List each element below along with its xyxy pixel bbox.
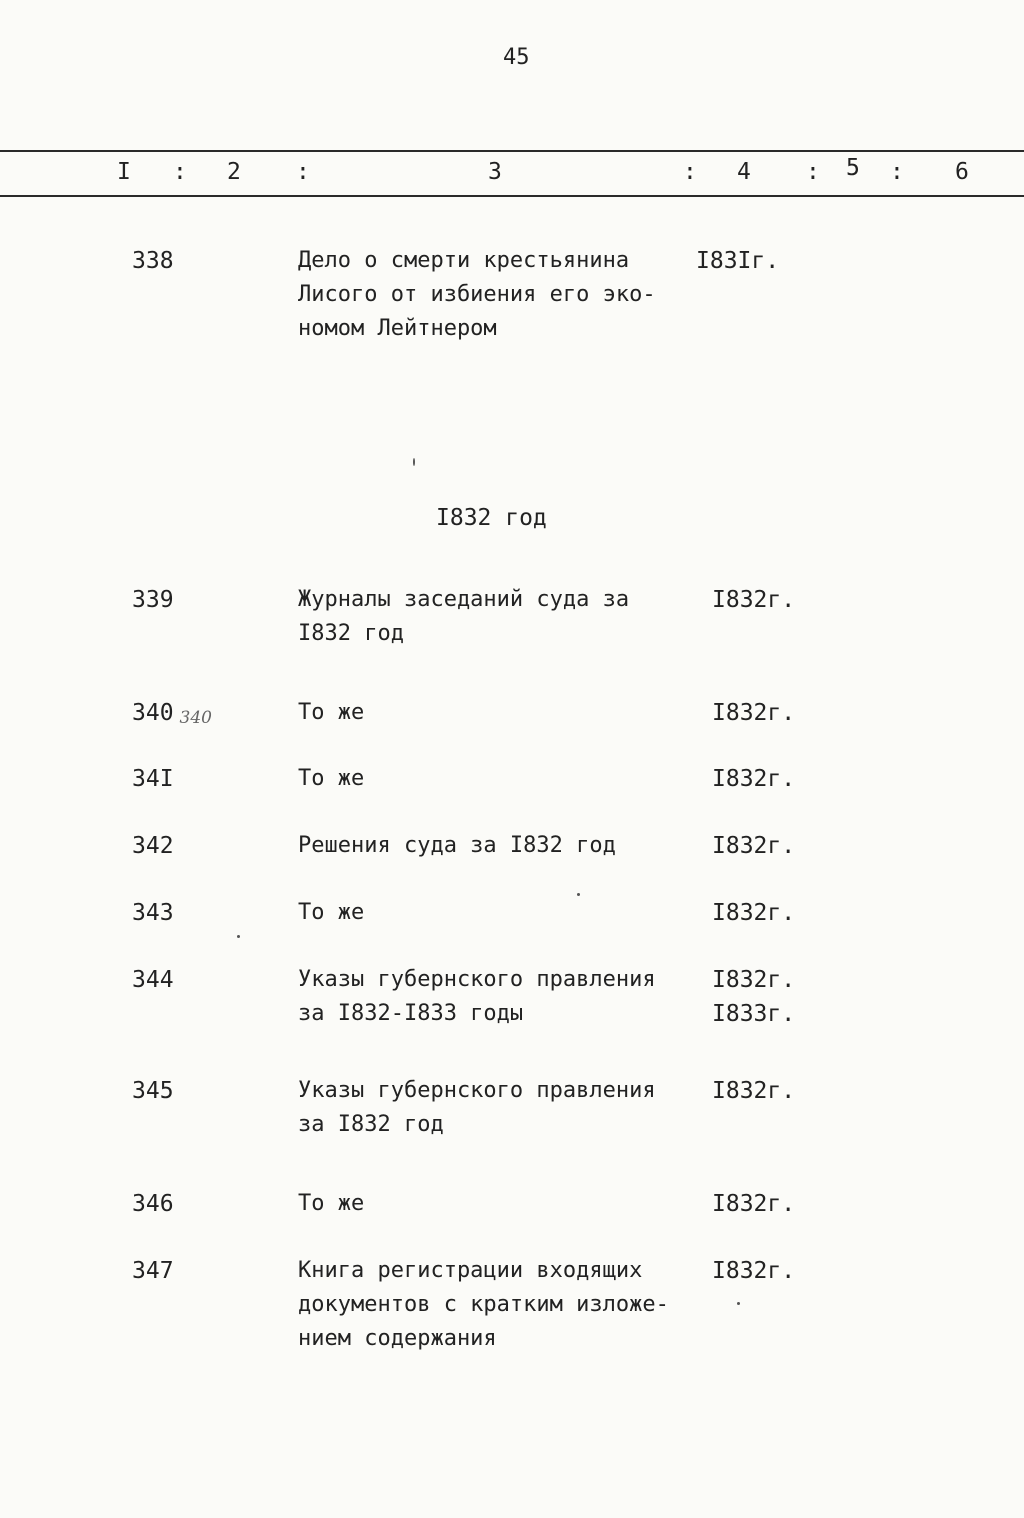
entry-title-line: Лисого от избиения его эко- — [298, 282, 656, 307]
entry-date-line: I832г. — [712, 1258, 796, 1284]
entry-date — [712, 963, 795, 1031]
entry-title-line: То же — [298, 700, 365, 725]
entry-date-line: I832г. — [712, 1191, 796, 1217]
entry-title — [298, 829, 698, 863]
entry-title — [298, 696, 698, 730]
entry-title — [298, 1254, 698, 1356]
column-header-5: 5 — [846, 155, 860, 181]
entry-title-line: То же — [298, 1191, 365, 1216]
entry-title-line: Журналы заседаний суда за — [298, 587, 630, 612]
entry-number: 339 — [132, 587, 174, 613]
header-bottom-rule — [0, 195, 1024, 197]
entry-number — [132, 696, 212, 735]
entry-title — [298, 963, 698, 1031]
column-separator: : — [806, 159, 820, 185]
paper-speck — [737, 1302, 740, 1305]
entry-title-line: за I832 год — [298, 1112, 444, 1137]
entry-title-line: нием содержания — [298, 1326, 497, 1351]
entry-date — [712, 1187, 795, 1221]
entry-number: 346 — [132, 1191, 174, 1217]
entry-date-line: I832г. — [712, 1078, 796, 1104]
entry-date — [712, 583, 795, 617]
column-separator: : — [890, 159, 904, 185]
entry-date — [712, 696, 795, 730]
paper-speck — [413, 458, 415, 466]
entry-title — [298, 896, 698, 930]
entry-number: 342 — [132, 833, 174, 859]
handwritten-annotation: 340 — [179, 708, 212, 728]
entry-title — [298, 762, 698, 796]
entry-date — [712, 896, 795, 930]
paper-speck — [237, 935, 240, 938]
entry-date — [712, 829, 795, 863]
entry-title-line: документов с кратким изложе- — [298, 1292, 669, 1317]
column-header-2: 2 — [227, 159, 241, 185]
entry-title-line: Книга регистрации входящих — [298, 1258, 643, 1283]
column-separator: : — [683, 159, 697, 185]
entry-title-line: номом Лейтнером — [298, 316, 497, 341]
entry-date — [712, 1074, 795, 1108]
entry-title — [298, 1074, 698, 1142]
entry-title-line: за I832-I833 годы — [298, 1001, 524, 1026]
column-header-1: I — [117, 159, 131, 185]
entry-number: 343 — [132, 900, 174, 926]
entry-number: 345 — [132, 1078, 174, 1104]
year-heading: I832 год — [436, 505, 547, 531]
entry-date-line: I833г. — [712, 1001, 796, 1027]
entry-date — [696, 244, 779, 278]
entry-date — [712, 762, 795, 796]
entry-date-line: I83Iг. — [696, 248, 780, 274]
entry-title-line: Решения суда за I832 год — [298, 833, 616, 858]
column-separator: : — [173, 159, 187, 185]
entry-title-line: То же — [298, 900, 365, 925]
entry-number-value: 340 — [132, 700, 174, 726]
entry-date-line: I832г. — [712, 900, 796, 926]
entry-date-line: I832г. — [712, 587, 796, 613]
entry-date — [712, 1254, 795, 1288]
entry-date-line: I832г. — [712, 833, 796, 859]
entry-title-line: Указы губернского правления — [298, 1078, 656, 1103]
entry-title-line: I832 год — [298, 621, 404, 646]
entry-number: 338 — [132, 248, 174, 274]
entry-date-line: I832г. — [712, 766, 796, 792]
entry-number: 347 — [132, 1258, 174, 1284]
column-header-4: 4 — [737, 159, 751, 185]
entry-date-line: I832г. — [712, 700, 796, 726]
entry-title — [298, 583, 698, 651]
page-number: 45 — [503, 45, 530, 70]
paper-speck — [577, 893, 580, 896]
entry-title — [298, 244, 698, 346]
column-header-3: 3 — [488, 159, 502, 185]
column-separator: : — [296, 159, 310, 185]
entry-title — [298, 1187, 698, 1221]
entry-number: 34I — [132, 766, 174, 792]
entry-title-line: Дело о смерти крестьянина — [298, 248, 630, 273]
entry-number: 344 — [132, 967, 174, 993]
entry-title-line: То же — [298, 766, 365, 791]
header-top-rule — [0, 150, 1024, 152]
entry-date-line: I832г. — [712, 967, 796, 993]
entry-title-line: Указы губернского правления — [298, 967, 656, 992]
column-header-6: 6 — [955, 159, 969, 185]
